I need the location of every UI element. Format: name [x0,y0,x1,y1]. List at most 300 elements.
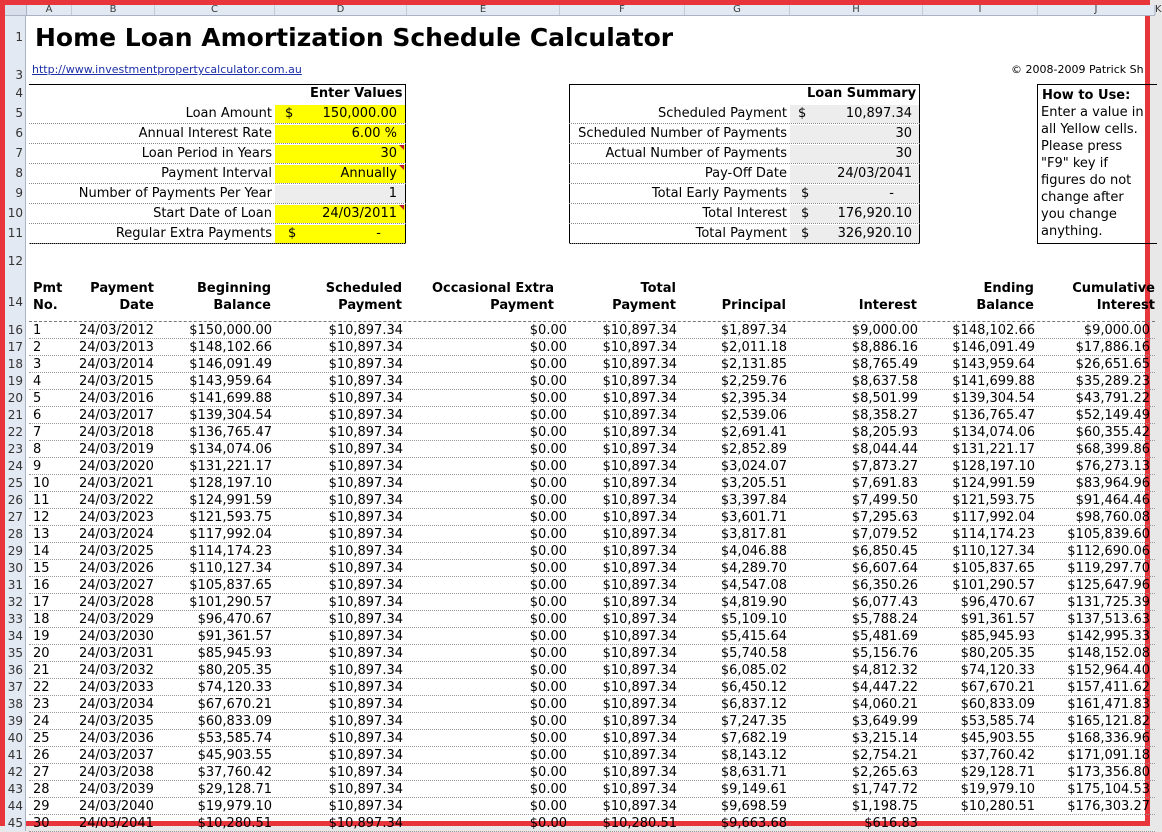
amount-cell: $2,691.41 [720,425,787,440]
amount-cell: $9,698.59 [720,799,787,814]
amount-cell: $171,091.18 [1067,748,1150,763]
row-number[interactable]: 12 [7,254,23,268]
column-title-line2: Balance [213,298,271,313]
payment-date: 24/03/2039 [79,782,154,797]
pmt-no: 20 [33,646,50,661]
amount-cell: $37,760.42 [960,748,1035,763]
amount-cell: $0.00 [529,765,567,780]
amount-cell: $10,897.34 [328,459,403,474]
amount-cell: $10,897.34 [328,816,403,831]
amount-cell: $121,593.75 [952,493,1035,508]
column-header-b[interactable]: B [72,5,155,15]
payment-date: 24/03/2032 [79,663,154,678]
row-number[interactable]: 19 [7,374,23,388]
payment-date: 24/03/2019 [79,442,154,457]
amount-cell: $9,000.00 [851,323,918,338]
input-loan-period-in-years[interactable]: 30 [380,146,397,161]
amount-cell: $0.00 [529,544,567,559]
row-number[interactable]: 41 [7,748,23,762]
how-to-use-panel [1037,84,1157,244]
table-row [5,577,1155,594]
loan-summary-header: Loan Summary [807,86,917,101]
row-number[interactable]: 23 [7,442,23,456]
table-row [5,713,1155,730]
enter-label: Payment Interval [161,166,272,181]
amount-cell: $10,897.34 [328,493,403,508]
amount-cell: $60,833.09 [197,714,272,729]
amount-cell: $83,964.96 [1075,476,1150,491]
amount-cell: $67,670.21 [960,680,1035,695]
amount-cell: $8,143.12 [720,748,787,763]
amount-cell: $7,079.52 [851,527,918,542]
amount-cell: $4,046.88 [720,544,787,559]
row-number[interactable]: 6 [15,126,23,140]
amount-cell: $10,897.34 [328,714,403,729]
amount-cell: $10,897.34 [602,408,677,423]
table-row [5,526,1155,543]
pmt-no: 16 [33,578,50,593]
copyright-notice: © 2008-2009 Patrick Sh [1011,63,1144,76]
column-title-line2: Payment [490,298,554,313]
payment-date: 24/03/2030 [79,629,154,644]
row-number[interactable]: 14 [7,295,23,309]
select-all-corner[interactable] [5,5,27,15]
amount-cell: $5,788.24 [851,612,918,627]
currency-symbol: $ [285,106,294,121]
table-row [5,815,1155,832]
amount-cell: $2,395.34 [720,391,787,406]
amount-cell: $8,205.93 [851,425,918,440]
amount-cell: $7,499.50 [851,493,918,508]
column-header-a[interactable]: A [27,5,72,15]
amount-cell: $10,897.34 [602,425,677,440]
amount-cell: $10,897.34 [602,680,677,695]
pmt-no: 23 [33,697,50,712]
amount-cell: $6,837.12 [720,697,787,712]
column-title-line2: No. [33,298,58,313]
amount-cell: $9,149.61 [720,782,787,797]
amount-cell: $10,897.34 [328,374,403,389]
amount-cell: $4,060.21 [851,697,918,712]
table-row [5,628,1155,645]
amount-cell: $10,897.34 [602,544,677,559]
column-title-line1: Ending [983,281,1034,296]
pmt-no: 8 [33,442,42,457]
pmt-no: 24 [33,714,50,729]
amount-cell: $131,221.17 [189,459,272,474]
row-number[interactable]: 7 [15,146,23,160]
amount-cell: $3,397.84 [720,493,787,508]
amount-cell: $7,682.19 [720,731,787,746]
amount-cell: $60,833.09 [960,697,1035,712]
amount-cell: $146,091.49 [952,340,1035,355]
table-row [5,441,1155,458]
row-number[interactable]: 18 [7,357,23,371]
amount-cell: $3,601.71 [720,510,787,525]
amount-cell: $173,356.80 [1067,765,1150,780]
payment-date: 24/03/2021 [79,476,154,491]
table-row [5,696,1155,713]
pmt-no: 14 [33,544,50,559]
amount-cell: $53,585.74 [960,714,1035,729]
summary-actual-number-of-payments: 30 [895,146,912,161]
amount-cell: $10,280.51 [960,799,1035,814]
pmt-no: 15 [33,561,50,576]
column-header-g[interactable]: G [685,5,790,15]
row-number[interactable]: 45 [7,816,23,830]
table-row [5,679,1155,696]
amount-cell: $0.00 [529,646,567,661]
payment-date: 24/03/2034 [79,697,154,712]
amount-cell: $10,897.34 [328,731,403,746]
amount-cell: $5,740.58 [720,646,787,661]
row-number[interactable]: 25 [7,476,23,490]
row-number[interactable]: 33 [7,612,23,626]
amount-cell: $45,903.55 [197,748,272,763]
amount-cell: $2,011.18 [720,340,787,355]
amount-cell: $10,897.34 [602,578,677,593]
amount-cell: $8,765.49 [851,357,918,372]
amount-cell: $8,044.44 [851,442,918,457]
amount-cell: $10,897.34 [602,612,677,627]
pmt-no: 5 [33,391,42,406]
amount-cell: $0.00 [529,425,567,440]
amount-cell: $146,091.49 [189,357,272,372]
row-number[interactable]: 27 [7,510,23,524]
row-number[interactable]: 39 [7,714,23,728]
amount-cell: $121,593.75 [189,510,272,525]
summary-total-payment: 326,920.10 [837,226,912,241]
row-number[interactable]: 43 [7,782,23,796]
summary-scheduled-number-of-payments: 30 [895,126,912,141]
input-annual-interest-rate[interactable]: 6.00 % [351,126,397,141]
amount-cell: $165,121.82 [1067,714,1150,729]
amount-cell: $143,959.64 [189,374,272,389]
amount-cell: $3,205.51 [720,476,787,491]
table-row [5,543,1155,560]
row-number[interactable]: 42 [7,765,23,779]
amount-cell: $0.00 [529,731,567,746]
row-number[interactable]: 36 [7,663,23,677]
amount-cell: $1,897.34 [720,323,787,338]
pmt-no: 29 [33,799,50,814]
payment-date: 24/03/2041 [79,816,154,831]
row-number[interactable]: 9 [15,186,23,200]
amount-cell: $10,897.34 [328,680,403,695]
how-to-line: "F9" key if [1041,156,1108,171]
amount-cell: $80,205.35 [197,663,272,678]
table-row [5,356,1155,373]
amount-cell: $4,547.08 [720,578,787,593]
pmt-no: 1 [33,323,42,338]
enter-label: Loan Period in Years [141,146,272,161]
row-number[interactable]: 40 [7,731,23,745]
input-regular-extra-payments[interactable]: - [376,226,381,241]
amount-cell: $0.00 [529,697,567,712]
amount-cell: $10,897.34 [328,578,403,593]
row-number[interactable]: 5 [15,106,23,120]
amount-cell: $0.00 [529,476,567,491]
amount-cell: $119,297.70 [1067,561,1150,576]
summary-label: Actual Number of Payments [605,146,787,161]
amount-cell: $10,897.34 [328,646,403,661]
amount-cell: $9,663.68 [720,816,787,831]
amount-cell: $10,897.34 [602,391,677,406]
amount-cell: $148,152.08 [1067,646,1150,661]
column-title-line2: Payment [612,298,676,313]
column-header-j[interactable]: J [1038,5,1155,15]
amount-cell: $10,897.34 [602,561,677,576]
column-header-e[interactable]: E [407,5,560,15]
worksheet [5,4,1162,831]
amount-cell: $3,215.14 [851,731,918,746]
amount-cell: $53,585.74 [197,731,272,746]
enter-label: Number of Payments Per Year [78,186,272,201]
amount-cell: $43,791.22 [1075,391,1150,406]
enter-label: Annual Interest Rate [138,126,272,141]
amount-cell: $10,897.34 [328,561,403,576]
input-loan-amount[interactable]: 150,000.00 [322,106,397,121]
amount-cell: $157,411.62 [1067,680,1150,695]
amount-cell: $10,897.34 [602,646,677,661]
row-number[interactable]: 16 [7,323,23,337]
pmt-no: 21 [33,663,50,678]
amount-cell: $19,979.10 [197,799,272,814]
amount-cell: $10,897.34 [602,374,677,389]
amount-cell: $19,979.10 [960,782,1035,797]
payment-date: 24/03/2022 [79,493,154,508]
amount-cell: $4,812.32 [851,663,918,678]
amount-cell: $114,174.23 [189,544,272,559]
amount-cell: $10,897.34 [602,731,677,746]
payment-date: 24/03/2018 [79,425,154,440]
row-number[interactable]: 29 [7,544,23,558]
payment-date: 24/03/2026 [79,561,154,576]
amount-cell: $0.00 [529,578,567,593]
summary-total-interest: 176,920.10 [837,206,912,221]
amount-cell: $4,447.22 [851,680,918,695]
amount-cell: $110,127.34 [189,561,272,576]
row-number[interactable]: 30 [7,561,23,575]
table-row [5,764,1155,781]
currency-symbol: $ [801,226,810,241]
amount-cell: $10,897.34 [328,391,403,406]
input-start-date-of-loan[interactable]: 24/03/2011 [322,206,397,221]
amount-cell: $7,247.35 [720,714,787,729]
amount-cell: $10,897.34 [328,765,403,780]
table-row [5,373,1155,390]
amount-cell: $29,128.71 [197,782,272,797]
table-row [5,407,1155,424]
how-to-line: you change [1041,207,1117,222]
amount-cell: $98,760.08 [1075,510,1150,525]
pmt-no: 17 [33,595,50,610]
row-number[interactable]: 44 [7,799,23,813]
column-title-line2: Payment [338,298,402,313]
payment-date: 24/03/2014 [79,357,154,372]
amount-cell: $105,837.65 [952,561,1035,576]
amount-cell: $76,273.13 [1075,459,1150,474]
row-number[interactable]: 37 [7,680,23,694]
summary-label: Total Interest [702,206,787,221]
amount-cell: $91,361.57 [197,629,272,644]
row-number[interactable]: 20 [7,391,23,405]
row-number[interactable]: 8 [15,166,23,180]
amount-cell: $10,897.34 [328,629,403,644]
row-number[interactable]: 31 [7,578,23,592]
column-header-k[interactable]: K [1155,4,1162,15]
row-number[interactable]: 21 [7,408,23,422]
column-title-line2: Interest [1096,298,1155,313]
amount-cell: $85,945.93 [197,646,272,661]
column-header-h[interactable]: H [790,5,923,15]
row-number[interactable]: 3 [15,68,23,82]
amount-cell: $10,897.34 [328,476,403,491]
amount-cell: $26,651.65 [1075,357,1150,372]
amount-cell: $8,637.58 [851,374,918,389]
column-header-d[interactable]: D [275,5,407,15]
amount-cell: $10,897.34 [602,527,677,542]
amount-cell: $96,470.67 [197,612,272,627]
amount-cell: $10,897.34 [602,357,677,372]
amount-cell: $8,358.27 [851,408,918,423]
pmt-no: 4 [33,374,42,389]
amount-cell: $1,747.72 [851,782,918,797]
amount-cell: $10,280.51 [197,816,272,831]
table-row [5,475,1155,492]
website-link[interactable]: http://www.investmentpropertycalculator.com.au [32,63,302,76]
row-number[interactable]: 38 [7,697,23,711]
row-number[interactable]: 22 [7,425,23,439]
amount-cell: $0.00 [529,527,567,542]
amount-cell: $125,647.96 [1067,578,1150,593]
pmt-no: 3 [33,357,42,372]
amount-cell: $10,897.34 [602,799,677,814]
amount-cell: $8,501.99 [851,391,918,406]
row-number[interactable]: 10 [7,206,23,220]
enter-values-header: Enter Values [310,86,403,101]
amount-cell: $0.00 [529,595,567,610]
amount-cell: $0.00 [529,459,567,474]
payment-date: 24/03/2015 [79,374,154,389]
pmt-no: 25 [33,731,50,746]
row-number[interactable]: 17 [7,340,23,354]
input-number-of-payments-per-year: 1 [388,186,397,201]
amount-cell: $10,897.34 [602,663,677,678]
amount-cell: $10,897.34 [602,595,677,610]
amount-cell: $0.00 [529,663,567,678]
payment-date: 24/03/2028 [79,595,154,610]
amount-cell: $68,399.86 [1075,442,1150,457]
amount-cell: $10,897.34 [602,459,677,474]
amount-cell: $10,280.51 [602,816,677,831]
amount-cell: $134,074.06 [189,442,272,457]
column-title-line1: Cumulative [1072,281,1155,296]
payment-date: 24/03/2027 [79,578,154,593]
summary-label: Total Early Payments [651,186,787,201]
amount-cell: $9,000.00 [1083,323,1150,338]
payment-date: 24/03/2024 [79,527,154,542]
how-to-line: change after [1041,190,1124,205]
amount-cell: $128,197.10 [189,476,272,491]
amount-cell: $2,265.63 [851,765,918,780]
row-number[interactable]: 4 [15,86,23,100]
amount-cell: $6,607.64 [851,561,918,576]
row-number[interactable]: 24 [7,459,23,473]
amount-cell: $29,128.71 [960,765,1035,780]
amount-cell: $91,361.57 [960,612,1035,627]
amount-cell: $37,760.42 [197,765,272,780]
amount-cell: $7,691.83 [851,476,918,491]
amount-cell: $10,897.34 [602,765,677,780]
amount-cell: $0.00 [529,816,567,831]
amount-cell: $67,670.21 [197,697,272,712]
payment-date: 24/03/2037 [79,748,154,763]
amount-cell: $10,897.34 [328,340,403,355]
amount-cell: $124,991.59 [189,493,272,508]
amount-cell: $7,873.27 [851,459,918,474]
amount-cell: $139,304.54 [189,408,272,423]
how-to-line: all Yellow cells. [1041,122,1138,137]
pmt-no: 27 [33,765,50,780]
amount-cell: $148,102.66 [189,340,272,355]
amount-cell: $10,897.34 [602,442,677,457]
pmt-no: 7 [33,425,42,440]
row-number[interactable]: 34 [7,629,23,643]
payment-date: 24/03/2031 [79,646,154,661]
amount-cell: $8,886.16 [851,340,918,355]
amount-cell: $10,897.34 [328,425,403,440]
row-number[interactable]: 28 [7,527,23,541]
summary-label: Scheduled Number of Payments [578,126,787,141]
amount-cell: $2,539.06 [720,408,787,423]
amount-cell: $10,897.34 [328,697,403,712]
table-row [5,594,1155,611]
amount-cell: $5,109.10 [720,612,787,627]
row-number[interactable]: 32 [7,595,23,609]
column-header-f[interactable]: F [560,5,685,15]
amount-cell: $4,289.70 [720,561,787,576]
amount-cell: $0.00 [529,391,567,406]
amount-cell: $139,304.54 [952,391,1035,406]
amount-cell: $10,897.34 [328,595,403,610]
table-row [5,509,1155,526]
amount-cell: $8,631.71 [720,765,787,780]
pmt-no: 11 [33,493,50,508]
row-number[interactable]: 11 [7,226,23,240]
amount-cell: $45,903.55 [960,731,1035,746]
amount-cell: $0.00 [529,442,567,457]
column-header-i[interactable]: I [923,5,1038,15]
amount-cell: $5,481.69 [851,629,918,644]
amount-cell: $6,077.43 [851,595,918,610]
payment-date: 24/03/2033 [79,680,154,695]
summary-label: Total Payment [695,226,787,241]
payment-date: 24/03/2016 [79,391,154,406]
row-number[interactable]: 26 [7,493,23,507]
amount-cell: $91,464.46 [1075,493,1150,508]
input-payment-interval[interactable]: Annually [340,166,397,181]
amount-cell: $0.00 [529,493,567,508]
column-header-c[interactable]: C [155,5,275,15]
currency-symbol: $ [801,186,810,201]
amount-cell: $10,897.34 [328,612,403,627]
amount-cell: $2,259.76 [720,374,787,389]
payment-date: 24/03/2017 [79,408,154,423]
row-number[interactable]: 1 [15,30,23,44]
amount-cell: $0.00 [529,510,567,525]
row-number[interactable]: 35 [7,646,23,660]
